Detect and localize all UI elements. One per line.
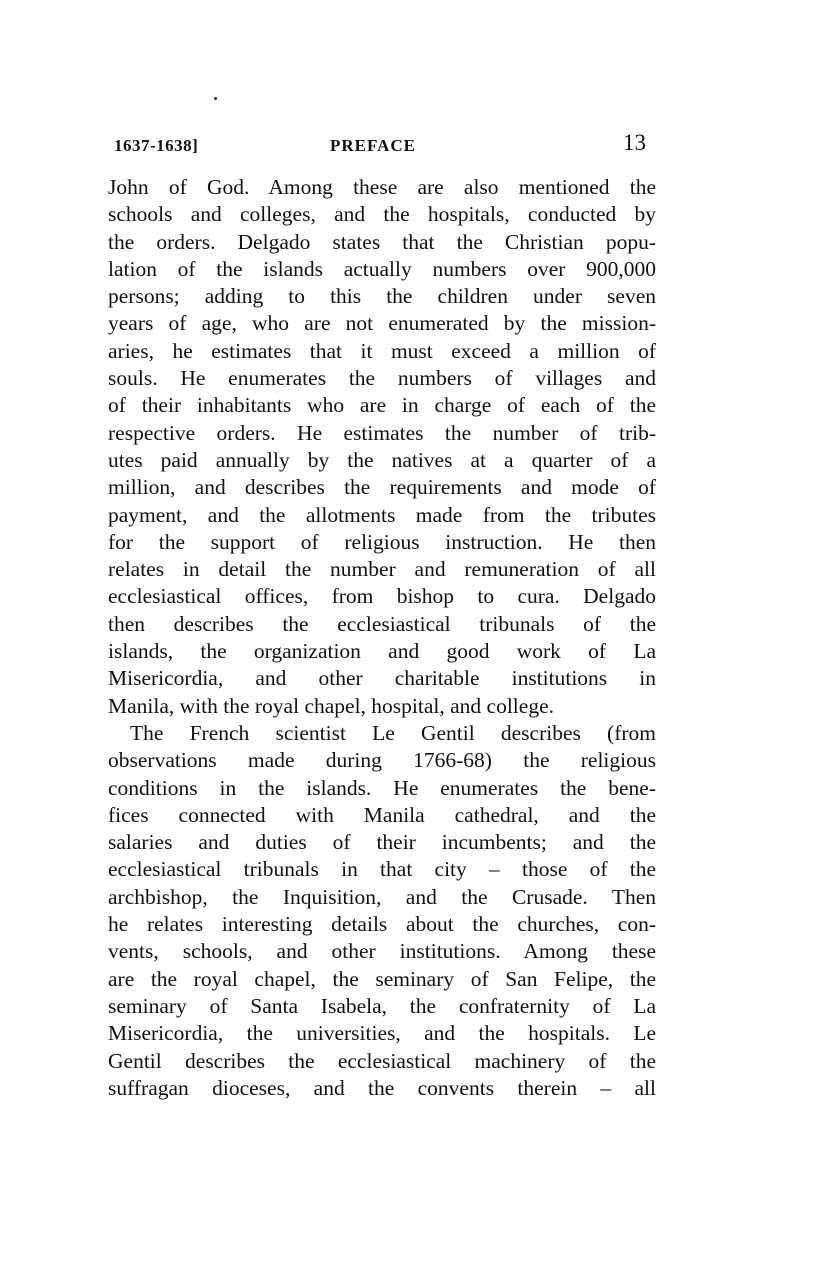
text-line: then describes the ecclesiastical tribunals of the xyxy=(108,611,656,636)
text-line: are the royal chapel, the seminary of San Felipe, the xyxy=(108,966,656,991)
running-head-title: PREFACE xyxy=(330,136,417,155)
text-line: souls. He enumerates the numbers of villages and xyxy=(108,366,656,391)
text-line: ecclesiastical tribunals in that city – those of the xyxy=(108,857,656,882)
text-line: conditions in the islands. He enumerates the bene- xyxy=(108,775,656,800)
text-line: utes paid annually by the natives at a quarter of a xyxy=(108,447,656,472)
text-line: for the support of religious instruction. He then xyxy=(108,529,656,554)
text-line: vents, schools, and other institutions. Among these xyxy=(108,939,656,964)
text-line: Misericordia, the universities, and the hospitals. Le xyxy=(108,1021,656,1046)
text-line: lation of the islands actually numbers over 900,000 xyxy=(108,256,656,281)
text-line: archbishop, the Inquisition, and the Crusade. Then xyxy=(108,884,656,909)
text-line: payment, and the allotments made from the tributes xyxy=(108,502,656,527)
text-line: observations made during 1766-68) the religious xyxy=(108,748,656,773)
paragraph-start-line: The French scientist Le Gentil describes (from xyxy=(130,720,656,745)
running-head-years: 1637-1638] xyxy=(114,136,199,155)
text-line: ecclesiastical offices, from bishop to cura. Delgado xyxy=(108,584,656,609)
text-line: seminary of Santa Isabela, the confraternity of La xyxy=(108,993,656,1018)
running-head xyxy=(114,130,646,162)
text-line: suffragan dioceses, and the convents therein – all xyxy=(108,1075,656,1100)
page-number: 13 xyxy=(623,130,646,155)
text-line: the orders. Delgado states that the Christian popu- xyxy=(108,229,656,254)
paragraph-end-line: Manila, with the royal chapel, hospital, and college. xyxy=(108,693,554,718)
text-line: respective orders. He estimates the number of trib- xyxy=(108,420,656,445)
text-line: John of God. Among these are also mentioned the xyxy=(108,175,656,199)
text-line: relates in detail the number and remuneration of all xyxy=(108,557,656,582)
text-line: fices connected with Manila cathedral, and the xyxy=(108,802,656,827)
text-line: salaries and duties of their incumbents; and the xyxy=(108,830,656,855)
text-line: persons; adding to this the children under seven xyxy=(108,284,656,309)
text-line: of their inhabitants who are in charge of each of the xyxy=(108,393,656,418)
text-line: islands, the organization and good work of La xyxy=(108,639,656,664)
text-line: Misericordia, and other charitable institutions in xyxy=(108,666,656,691)
text-line: million, and describes the requirements and mode of xyxy=(108,475,656,500)
text-line: aries, he estimates that it must exceed a million of xyxy=(108,338,656,363)
text-line: Gentil describes the ecclesiastical machinery of the xyxy=(108,1048,656,1073)
print-speck xyxy=(214,97,217,100)
text-line: he relates interesting details about the churches, con- xyxy=(108,912,656,937)
text-line: schools and colleges, and the hospitals, conducted by xyxy=(108,202,656,227)
body-text xyxy=(108,174,656,1102)
text-line: years of age, who are not enumerated by the mission- xyxy=(108,311,656,336)
